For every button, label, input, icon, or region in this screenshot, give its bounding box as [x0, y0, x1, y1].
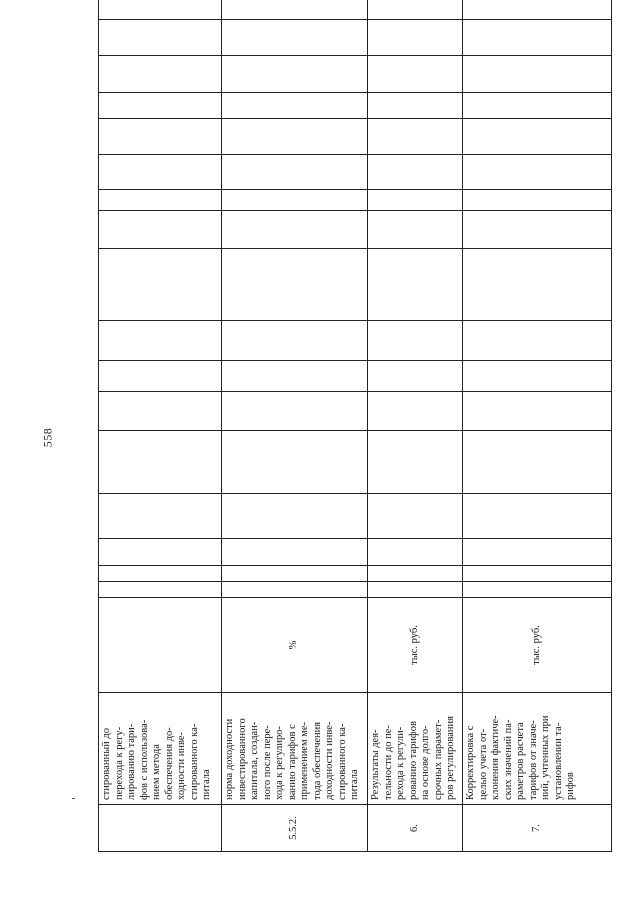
table-cell [222, 249, 368, 321]
row-name: Корректировка с целью учета от- клонения фактиче- ских значений па- раметров расчета тарифов от значе- ний, учтенных при установлении та- рифов [463, 693, 612, 805]
table-cell [222, 0, 368, 20]
table-cell [222, 155, 368, 190]
row-name: Результаты дея- тельности до пе- рехода к регули- рованию тарифов на основе долго- срочных парамет- ров регулирования [368, 693, 463, 805]
table-cell [368, 211, 463, 249]
table-cell [99, 211, 222, 249]
table-cell [368, 494, 463, 539]
row-unit: тыс. руб. [463, 598, 612, 693]
table-cell [222, 211, 368, 249]
table-cell [99, 249, 222, 321]
table-cell [99, 566, 222, 582]
table-cell [222, 321, 368, 361]
margin-mark [72, 798, 75, 799]
row-number: 6. [368, 805, 463, 852]
table-cell [99, 392, 222, 431]
table-cell [463, 20, 612, 56]
table-cell [368, 321, 463, 361]
page-number: 558 [40, 427, 55, 448]
table-cell [99, 431, 222, 494]
table-cell [222, 582, 368, 598]
table-cell [99, 582, 222, 598]
table-cell [222, 361, 368, 392]
table-cell [463, 582, 612, 598]
table-cell [368, 361, 463, 392]
table-cell [222, 566, 368, 582]
table-cell [99, 20, 222, 56]
table-cell [368, 155, 463, 190]
table-cell [99, 494, 222, 539]
table-cell [368, 392, 463, 431]
table-cell [463, 249, 612, 321]
table-cell [99, 321, 222, 361]
table-cell [463, 361, 612, 392]
table-cell [368, 566, 463, 582]
table-cell [222, 190, 368, 211]
table-cell [99, 93, 222, 119]
row-unit [99, 598, 222, 693]
table-cell [463, 321, 612, 361]
table-cell [368, 93, 463, 119]
table-cell [463, 431, 612, 494]
row-unit: % [222, 598, 368, 693]
table-cell [99, 0, 222, 20]
table-cell [463, 155, 612, 190]
table-cell [463, 190, 612, 211]
table-cell [368, 190, 463, 211]
table-cell [222, 431, 368, 494]
table-cell [463, 392, 612, 431]
table-cell [463, 494, 612, 539]
table-cell [222, 392, 368, 431]
table-cell [368, 539, 463, 566]
table-cell [368, 119, 463, 155]
table-cell [463, 566, 612, 582]
tariff-table [98, 0, 612, 852]
table-cell [99, 190, 222, 211]
table-row [368, 0, 463, 852]
table-cell [368, 0, 463, 20]
row-unit: тыс. руб. [368, 598, 463, 693]
table-cell [463, 211, 612, 249]
table-cell [222, 539, 368, 566]
table-row [99, 0, 222, 852]
table-cell [463, 0, 612, 20]
table-cell [222, 494, 368, 539]
table-cell [99, 56, 222, 93]
table-cell [463, 119, 612, 155]
table-cell [463, 56, 612, 93]
table-cell [99, 155, 222, 190]
table-cell [368, 431, 463, 494]
table-cell [222, 56, 368, 93]
table-cell [99, 539, 222, 566]
row-number: 7. [463, 805, 612, 852]
table-cell [99, 119, 222, 155]
table-cell [463, 539, 612, 566]
table-row [222, 0, 368, 852]
table-row [463, 0, 612, 852]
table-cell [222, 119, 368, 155]
row-number: 5.5.2. [222, 805, 368, 852]
rotated-table-container [98, 35, 611, 852]
row-number [99, 805, 222, 852]
table-cell [368, 582, 463, 598]
table-cell [368, 20, 463, 56]
table-cell [463, 93, 612, 119]
table-cell [222, 93, 368, 119]
table-cell [99, 361, 222, 392]
table-cell [368, 249, 463, 321]
row-name: норма доходности инвестированного капитала, создан- ного после пере- хода к регулиро- ванию тарифов с применением ме- тода обеспечения доходности инве- стированного ка- питала [222, 693, 368, 805]
table-cell [222, 20, 368, 56]
table-cell [368, 56, 463, 93]
row-name: стированный до перехода к регу- лированию тари- фов с использова- нием метода обеспечения до- ходности инве- стированного ка- питала [99, 693, 222, 805]
